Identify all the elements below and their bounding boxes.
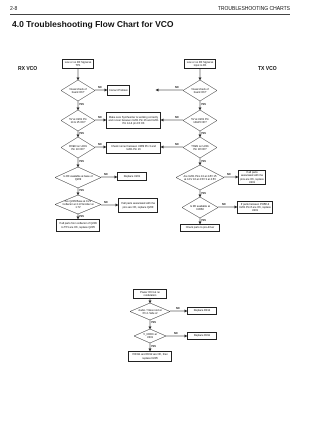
yes-label: YES (201, 132, 206, 135)
rx-rxen-text: RXEN on U201 Pin 10 OK? (69, 144, 87, 151)
rx-vco-label: RX VCO (18, 66, 38, 72)
tx-visual-text: Visual check of board OK? (191, 87, 209, 94)
yes-label: YES (79, 160, 84, 163)
pwr-audio-text: Audio / Vdev.mod at Pin 1 Side of (138, 308, 162, 315)
tx-5v-text: 5V at U201 Pin 14&15 OK? (191, 117, 209, 124)
rx-rfavail-text: Is RF available at base of Q209 (63, 174, 93, 181)
no-label: NO (175, 143, 179, 146)
yes-label: YES (151, 321, 156, 324)
tx-vco-label: TX VCO (258, 66, 277, 72)
no-label: NO (175, 116, 179, 119)
page-number: 2-8 (10, 6, 18, 12)
no-label: NO (174, 332, 178, 335)
no-label: NO (98, 143, 102, 146)
replace-r312-box: Replace R312 (187, 307, 217, 315)
yes-label: YES (201, 160, 206, 163)
rx-dc-text: Are Q209 Base at 0.2V Collector at 4.1V Emitter at 1.7V (62, 200, 94, 209)
rx-start-box: Low or no RF Signal at TP1 (62, 59, 94, 69)
yes-label: YES (79, 215, 84, 218)
yes-label: YES (151, 345, 156, 348)
yes-label: YES (79, 189, 84, 192)
rx-final-box: If all parts from collector of Q209 to TP1 are OK, replace Q205 (56, 219, 100, 232)
rx-5v-text: 5V at U201 Pin 14 & 15 OK? (69, 117, 87, 124)
no-label: NO (104, 201, 108, 204)
tx-parts-pin-box: If parts between PCB8 & U201 Pin 8 are OK, replace U201 (237, 201, 273, 214)
no-label: NO (222, 203, 226, 206)
yes-label: YES (201, 192, 206, 195)
correct-problem-box: Correct Problem (107, 85, 130, 96)
rx-parts-q209-box: If all parts associated with the pins are OK, replace Q209 (118, 198, 158, 213)
make-sure-box: Make sure Synthesizer is working correctly and runner between U201 Pin 26 and U201 Pin 14 & pin 15 OK (106, 112, 161, 129)
no-label: NO (227, 173, 231, 176)
replace-r311-box: Replace R311 (187, 332, 217, 340)
yes-label: YES (79, 103, 84, 106)
tx-pins-text: Are U201 Pins 13 at 4.8V 15 at 4.1V 16 at 4.5V 3 at 4.5V (183, 174, 217, 181)
replace-u201-box: Replace U201 (117, 172, 147, 181)
tx-parts-u201-box: If all parts associated with the pins are OK, replace U201 (238, 170, 266, 185)
no-label: NO (104, 173, 108, 176)
pwr-lvl-text: V_CDDC at U301 (143, 333, 157, 339)
yes-label: YES (201, 103, 206, 106)
no-label: NO (98, 86, 102, 89)
yes-label: YES (79, 132, 84, 135)
no-label: NO (176, 307, 180, 310)
check-runner-box: Check runner between U389 Pin 3 and U201 Pin 16 (106, 142, 161, 154)
chapter-title: TROUBLESHOOTING CHARTS (217, 6, 290, 12)
rx-visual-text: Visual check of board OK? (69, 87, 87, 94)
tx-start-box: Low or no RF Signal at input to PA (184, 59, 216, 69)
no-label: NO (98, 116, 102, 119)
pwr-start-box: Power OK but no modulation (133, 289, 167, 299)
pwr-final-box: If R311 and R312 are OK, then replace D205 (128, 351, 172, 362)
tx-txen-text: TXEN on U201 Pin 18 OK? (191, 144, 209, 151)
no-label: NO (175, 86, 179, 89)
page-title: 4.0 Troubleshooting Flow Chart for VCO (12, 19, 174, 29)
yes-label: YES (201, 219, 206, 222)
tx-rfavail-text: Is RF available at C3060 (189, 204, 211, 211)
tx-final-box: Check parts to pre-driver (180, 224, 220, 232)
